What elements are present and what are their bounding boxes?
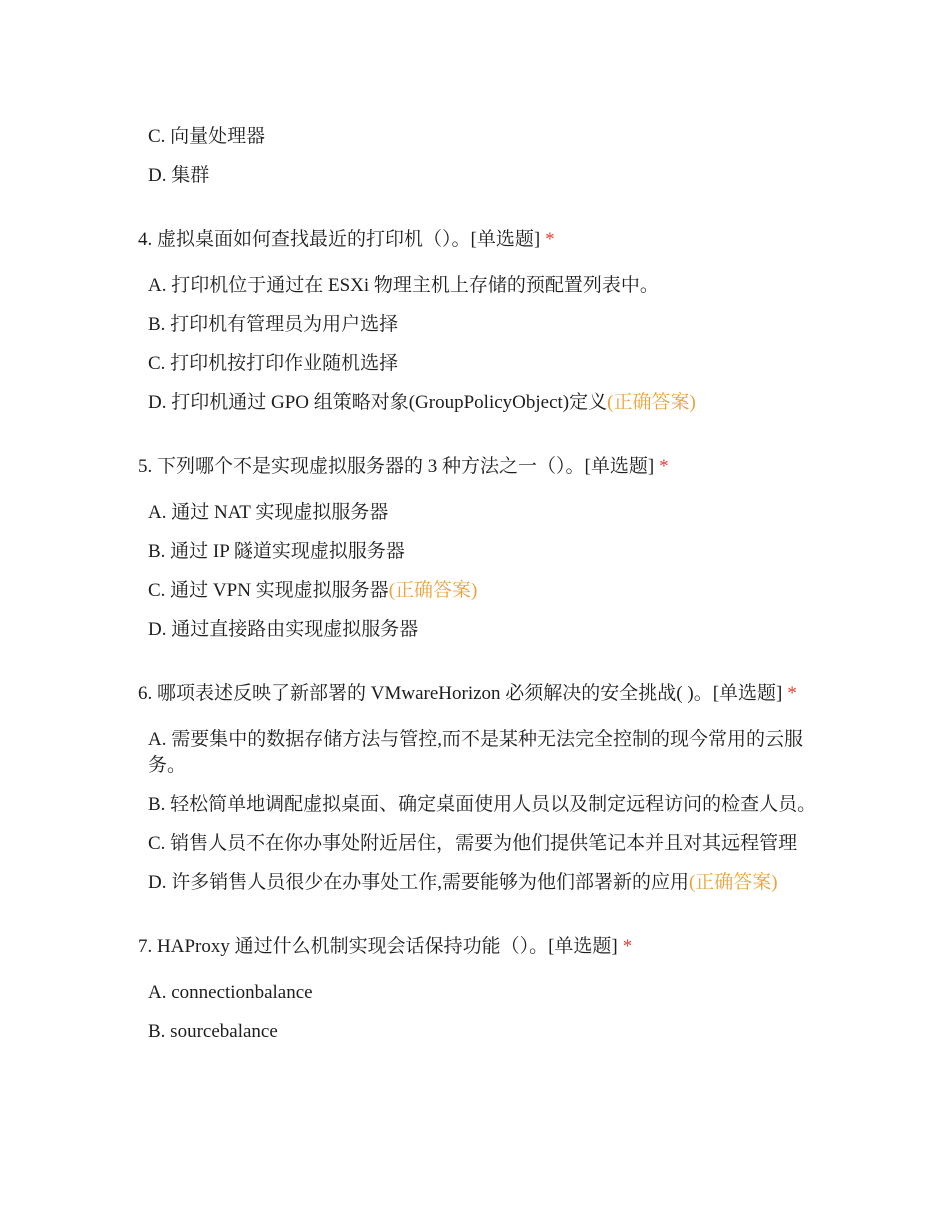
question7-option-a [148,980,820,1006]
question-6 [138,681,950,896]
required-asterisk: * [659,456,669,477]
question-title [138,681,950,707]
question3-option-c [148,124,820,150]
question-title [138,227,950,253]
question-title-text: 4. 虚拟桌面如何查找最近的打印机（）。[单选题] [138,229,541,250]
question5-option-c [148,578,820,604]
option-label: B. sourcebalance [148,1021,278,1042]
question-title [138,454,950,480]
question6-option-d [148,870,820,896]
required-asterisk: * [545,229,555,250]
question-7 [138,934,950,1045]
option-label: B. 通过 IP 隧道实现虚拟服务器 [148,541,405,562]
correct-answer-tag: (正确答案) [688,872,778,893]
question4-option-c [148,351,820,377]
option-label: C. 销售人员不在你办事处附近居住，需要为他们提供笔记本并且对其远程管理 [148,833,798,854]
question4-option-a [148,273,820,299]
option-label: D. 打印机通过 GPO 组策略对象(GroupPolicyObject)定义 [148,392,608,413]
option-label: A. 需要集中的数据存储方法与管控,而不是某种无法完全控制的现今常用的云服务。 [148,729,803,776]
option-label: D. 集群 [148,165,210,186]
option-label: C. 向量处理器 [148,126,266,147]
correct-answer-tag: (正确答案) [607,392,696,413]
option-label: C. 打印机按打印作业随机选择 [148,353,399,374]
option-label: A. connectionbalance [148,982,313,1003]
question3-option-d [148,163,820,189]
question-title-text: 6. 哪项表述反映了新部署的 VMwareHorizon 必须解决的安全挑战( )。[单选题] [138,683,783,704]
question-title-text: 7. HAProxy 通过什么机制实现会话保持功能（）。[单选题] [138,936,618,957]
question5-option-b [148,539,820,565]
option-label: B. 打印机有管理员为用户选择 [148,314,399,335]
question4-option-b [148,312,820,338]
option-label: C. 通过 VPN 实现虚拟服务器 [148,580,389,601]
question-5 [138,454,950,643]
option-label: A. 打印机位于通过在 ESXi 物理主机上存储的预配置列表中。 [148,275,659,296]
question4-option-d [148,390,820,416]
question-title [138,934,950,960]
option-label: D. 通过直接路由实现虚拟服务器 [148,619,419,640]
required-asterisk: * [622,936,633,957]
option-label: A. 通过 NAT 实现虚拟服务器 [148,502,389,523]
question6-option-b [148,792,820,818]
correct-answer-tag: (正确答案) [388,580,478,601]
question6-option-c [148,831,820,857]
option-label: B. 轻松简单地调配虚拟桌面、确定桌面使用人员以及制定远程访问的检查人员。 [148,794,817,815]
option-label: D. 许多销售人员很少在办事处工作,需要能够为他们部署新的应用 [148,872,689,893]
question5-option-d [148,617,820,643]
question6-option-a [148,727,820,779]
question7-option-b [148,1019,820,1045]
question-title-text: 5. 下列哪个不是实现虚拟服务器的 3 种方法之一（）。[单选题] [138,456,655,477]
question5-option-a [148,500,820,526]
question-4 [138,227,950,416]
required-asterisk: * [787,683,797,704]
